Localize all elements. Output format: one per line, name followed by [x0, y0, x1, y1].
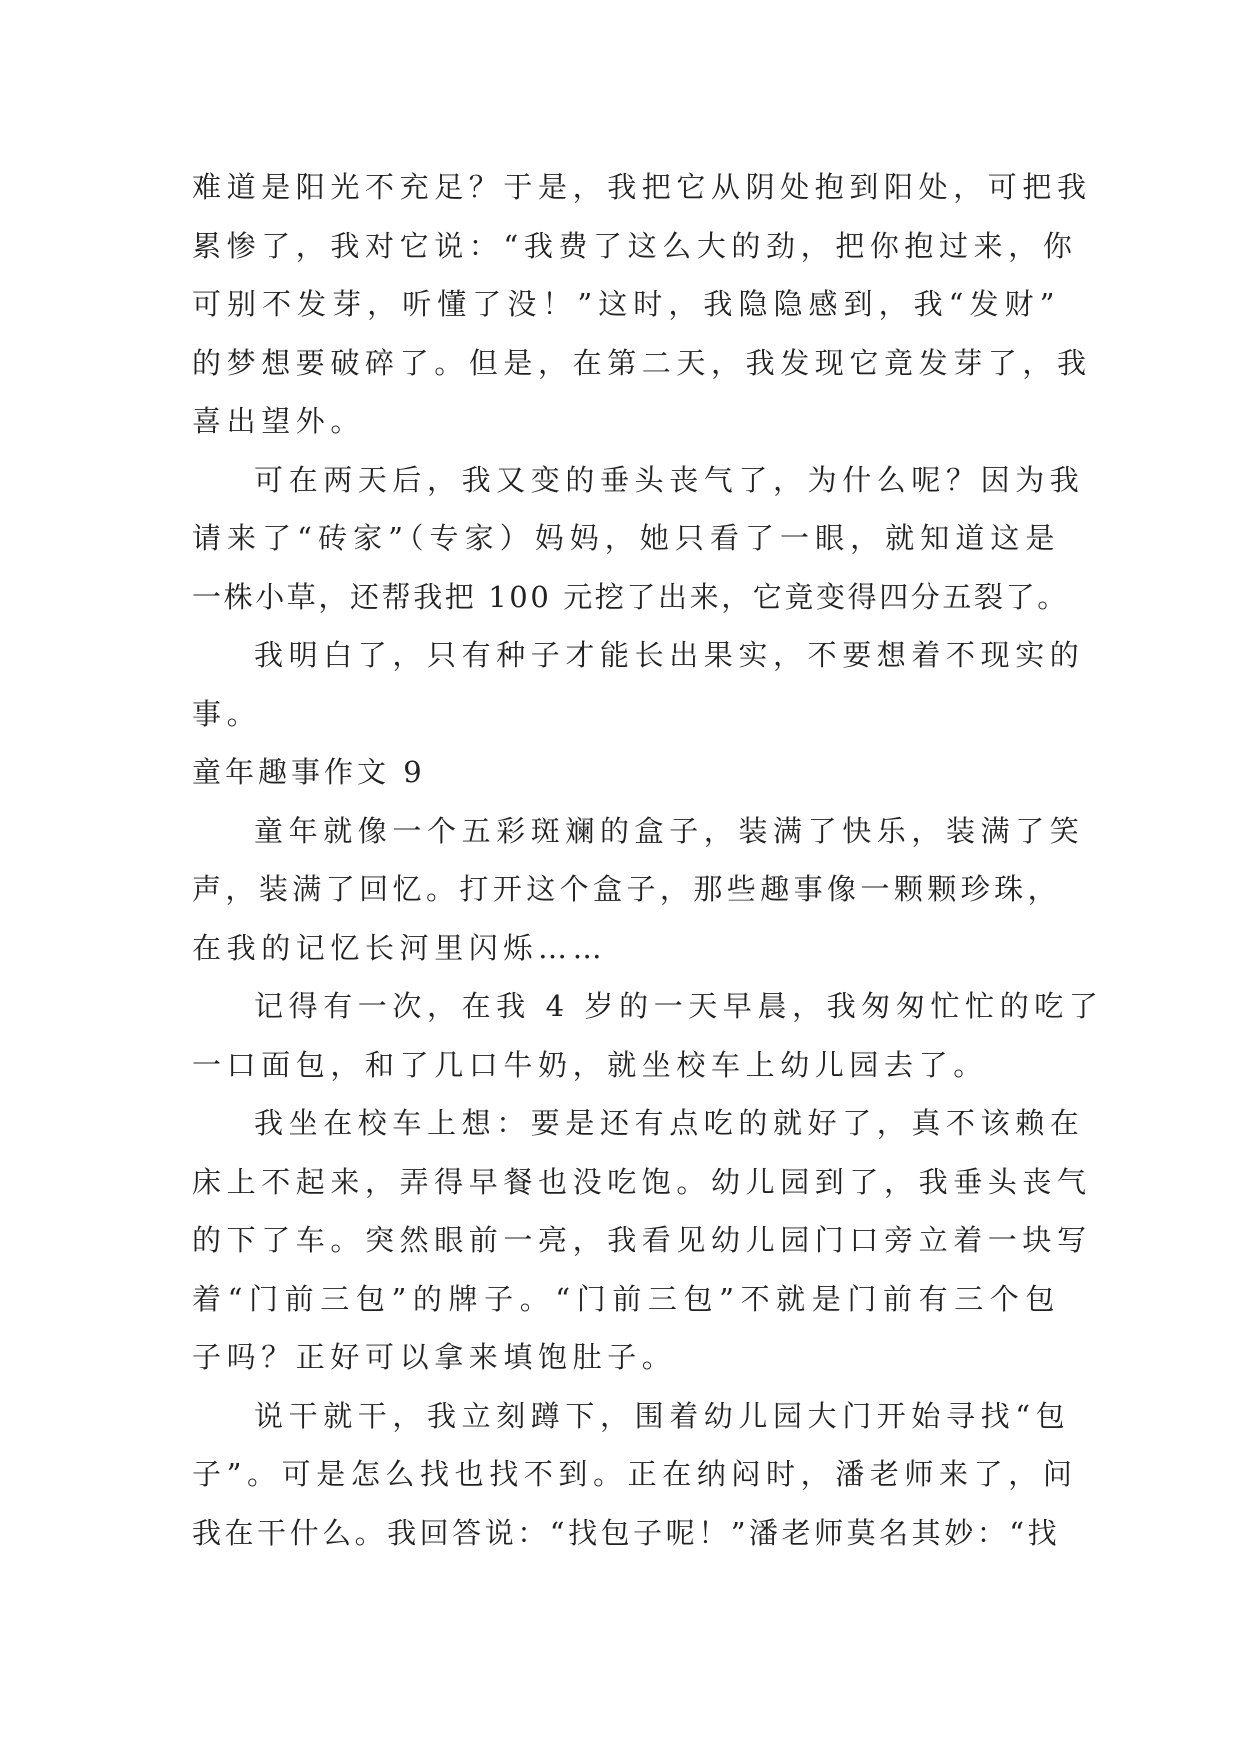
text-line: 床上不起来，弄得早餐也没吃饱。幼儿园到了，我垂头丧气 [192, 1164, 1092, 1199]
text-line: 一口面包，和了几口牛奶，就坐校车上幼儿园去了。 [192, 1047, 988, 1082]
text-line: 请来了“砖家”（专家）妈妈，她只看了一眼，就知道这是 [192, 521, 1060, 555]
text-line: 说干就干，我立刻蹲下，围着幼儿园大门开始寻找“包 [254, 1398, 1071, 1433]
text-line: 童年就像一个五彩斑斓的盒子，装满了快乐，装满了笑 [254, 813, 1085, 848]
text-line: 记得有一次，在我 4 岁的一天早晨，我匆匆忙忙的吃了 [254, 989, 1104, 1023]
text-line: 在我的记忆长河里闪烁…… [192, 930, 608, 965]
text-line: 喜出望外。 [192, 404, 366, 438]
text-line: 可在两天后，我又变的垂头丧气了，为什么呢？因为我 [254, 462, 1085, 497]
text-line: 着“门前三包”的牌子。“门前三包”不就是门前有三个包 [192, 1281, 1060, 1316]
text-line: 难道是阳光不充足？于是，我把它从阴处抱到阳处，可把我 [192, 170, 1092, 204]
text-line: 子”。可是怎么找也找不到。正在纳闷时，潘老师来了，问 [192, 1457, 1078, 1491]
text-line: 累惨了，我对它说：“我费了这么大的劲，把你抱过来，你 [192, 228, 1078, 263]
text-line: 一株小草，还帮我把 100 元挖了出来，它竟变得四分五裂了。 [192, 579, 1069, 614]
text-line: 声，装满了回忆。打开这个盒子，那些趣事像一颗颗珍珠， [192, 872, 1060, 906]
section-heading: 童年趣事作文 9 [192, 755, 426, 789]
text-line: 我明白了，只有种子才能长出果实，不要想着不现实的 [254, 638, 1085, 672]
text-line: 我坐在校车上想：要是还有点吃的就好了，真不该赖在 [254, 1106, 1085, 1140]
text-line: 子吗？正好可以拿来填饱肚子。 [192, 1340, 677, 1374]
text-line: 我在干什么。我回答说：“找包子呢！”潘老师莫名其妙：“找 [192, 1515, 1060, 1550]
text-line: 可别不发芽，听懂了没！”这时，我隐隐感到，我“发财” [192, 287, 1060, 321]
document-page [192, 158, 1104, 1562]
text-line: 事。 [192, 696, 262, 731]
text-line: 的梦想要破碎了。但是，在第二天，我发现它竟发芽了，我 [192, 345, 1092, 380]
text-line: 的下了车。突然眼前一亮，我看见幼儿园门口旁立着一块写 [192, 1223, 1092, 1257]
